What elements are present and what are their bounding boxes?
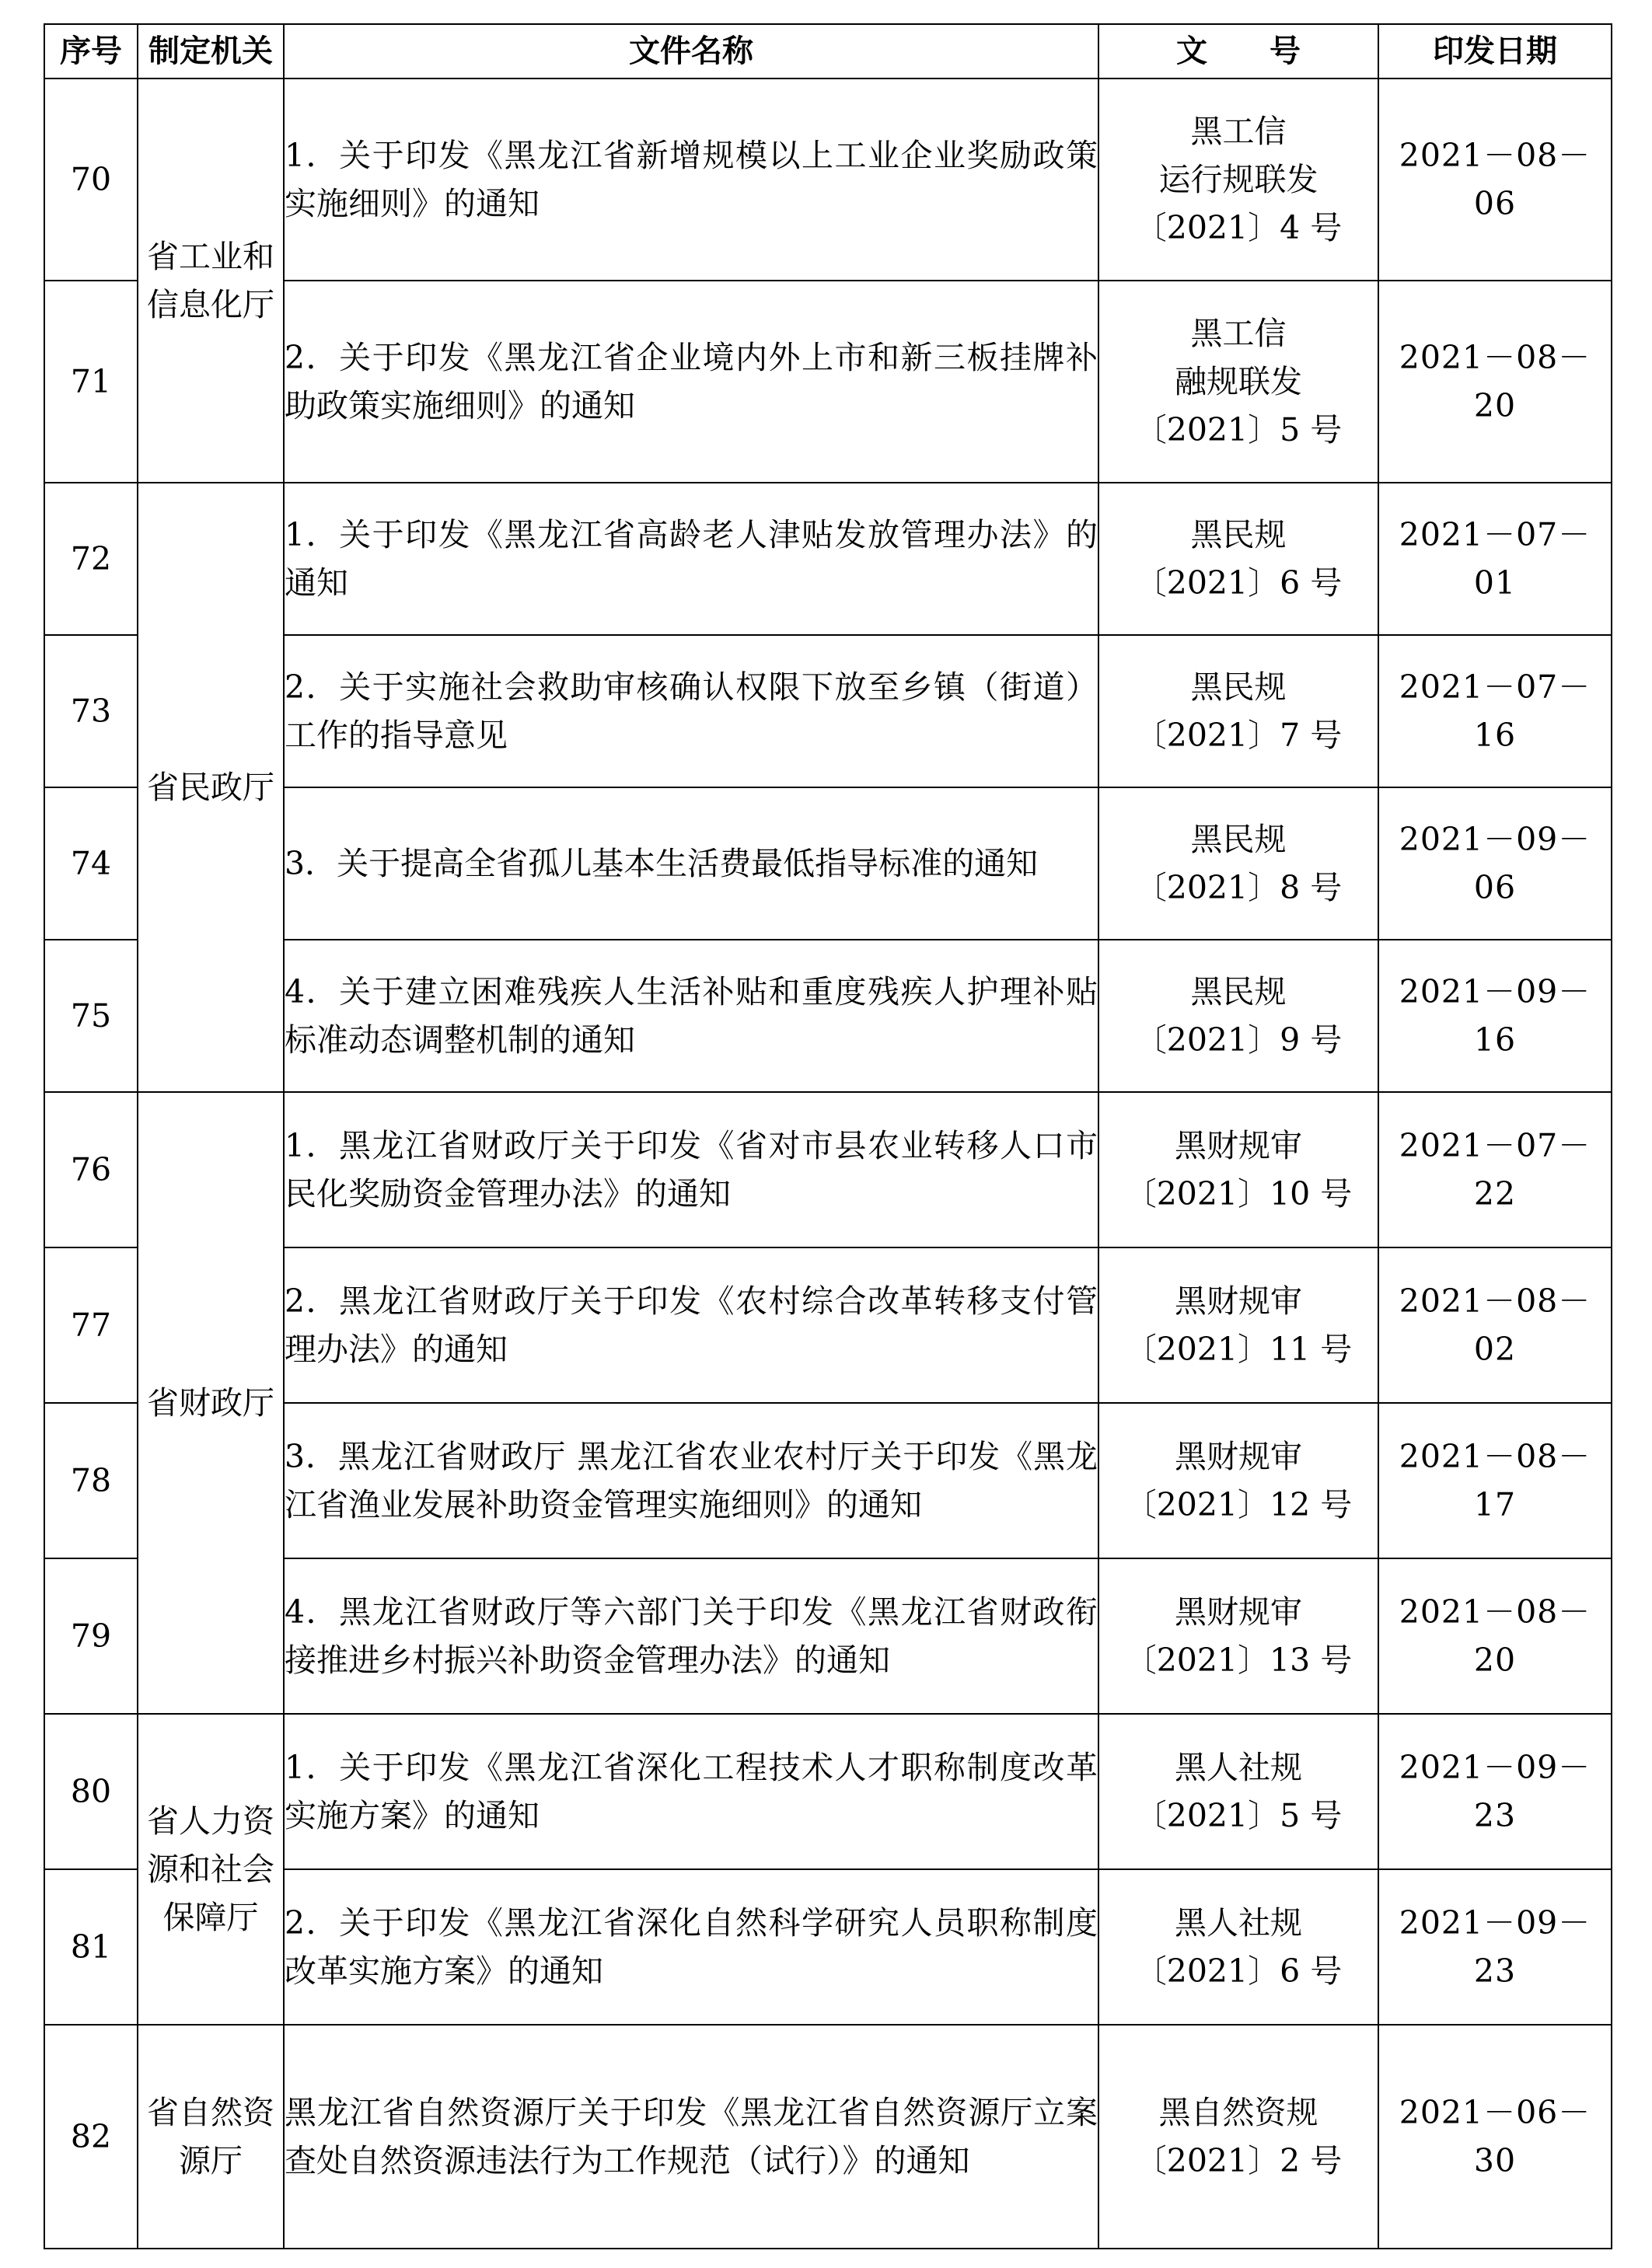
docno-line: 黑工信 (1190, 315, 1287, 352)
row-seq: 80 (44, 1714, 138, 1869)
row-docno (1098, 79, 1378, 281)
row-title: 2．关于印发《黑龙江省企业境内外上市和新三板挂牌补助政策实施细则》的通知 (284, 281, 1098, 483)
table-row (44, 1714, 1612, 1869)
row-seq: 79 (44, 1558, 138, 1714)
docno-line: 黑人社规 (1175, 1749, 1302, 1786)
row-docno (1098, 2025, 1378, 2249)
agency-cell: 省财政厅 (138, 1092, 284, 1714)
row-title: 2．黑龙江省财政厅关于印发《农村综合改革转移支付管理办法》的通知 (284, 1247, 1098, 1403)
docno-line: 〔2021〕2 号 (1134, 2142, 1343, 2179)
docno-line: 黑民规 (1190, 973, 1287, 1010)
row-title: 黑龙江省自然资源厅关于印发《黑龙江省自然资源厅立案查处自然资源违法行为工作规范（试行）》的通知 (284, 2025, 1098, 2249)
row-title: 1．关于印发《黑龙江省深化工程技术人才职称制度改革实施方案》的通知 (284, 1714, 1098, 1869)
row-seq: 73 (44, 635, 138, 787)
row-docno (1098, 635, 1378, 787)
row-date: 2021－07－01 (1378, 483, 1612, 635)
row-seq: 70 (44, 79, 138, 281)
row-seq: 71 (44, 281, 138, 483)
row-docno (1098, 1403, 1378, 1558)
row-date: 2021－08－17 (1378, 1403, 1612, 1558)
docno-line: 黑民规 (1190, 821, 1287, 858)
table-row (44, 1092, 1612, 1247)
docno-line: 黑财规审 (1175, 1438, 1302, 1475)
header-title: 文件名称 (284, 24, 1098, 79)
docno-line: 〔2021〕6 号 (1134, 564, 1343, 602)
row-date: 2021－07－16 (1378, 635, 1612, 787)
docno-line: 〔2021〕8 号 (1134, 869, 1343, 906)
row-date: 2021－06－30 (1378, 2025, 1612, 2249)
docno-line: 〔2021〕11 号 (1124, 1331, 1353, 1368)
row-docno (1098, 1869, 1378, 2025)
row-docno (1098, 1247, 1378, 1403)
row-docno (1098, 281, 1378, 483)
row-seq: 81 (44, 1869, 138, 2025)
table-row (44, 483, 1612, 635)
row-title: 4．关于建立困难残疾人生活补贴和重度残疾人护理补贴标准动态调整机制的通知 (284, 940, 1098, 1092)
row-docno (1098, 483, 1378, 635)
row-seq: 74 (44, 787, 138, 940)
docno-line: 黑财规审 (1175, 1127, 1302, 1164)
row-seq: 82 (44, 2025, 138, 2249)
row-date: 2021－09－06 (1378, 787, 1612, 940)
row-title: 3．黑龙江省财政厅 黑龙江省农业农村厅关于印发《黑龙江省渔业发展补助资金管理实施细则》的通知 (284, 1403, 1098, 1558)
docno-line: 〔2021〕5 号 (1134, 1797, 1343, 1834)
table-row (44, 79, 1612, 281)
agency-cell: 省自然资源厅 (138, 2025, 284, 2249)
header-docno: 文 号 (1098, 24, 1378, 79)
docno-line: 〔2021〕4 号 (1134, 209, 1343, 246)
docno-line: 〔2021〕12 号 (1124, 1486, 1353, 1523)
agency-cell: 省工业和信息化厅 (138, 79, 284, 483)
row-docno (1098, 787, 1378, 940)
agency-cell: 省人力资源和社会保障厅 (138, 1714, 284, 2025)
docno-line: 〔2021〕7 号 (1134, 717, 1343, 754)
table-row (44, 2025, 1612, 2249)
row-seq: 75 (44, 940, 138, 1092)
row-seq: 76 (44, 1092, 138, 1247)
row-date: 2021－08－20 (1378, 281, 1612, 483)
table-header-row (44, 24, 1612, 79)
row-docno (1098, 940, 1378, 1092)
docno-line: 黑财规审 (1175, 1282, 1302, 1320)
row-date: 2021－08－06 (1378, 79, 1612, 281)
agency-cell: 省民政厅 (138, 483, 284, 1092)
row-date: 2021－09－23 (1378, 1714, 1612, 1869)
docno-line: 〔2021〕10 号 (1124, 1175, 1353, 1213)
row-date: 2021－09－23 (1378, 1869, 1612, 2025)
row-title: 4．黑龙江省财政厅等六部门关于印发《黑龙江省财政衔接推进乡村振兴补助资金管理办法》的通知 (284, 1558, 1098, 1714)
row-title: 2．关于印发《黑龙江省深化自然科学研究人员职称制度改革实施方案》的通知 (284, 1869, 1098, 2025)
docno-line: 黑自然资规 (1158, 2094, 1318, 2131)
docno-line: 〔2021〕6 号 (1134, 1952, 1343, 1990)
docno-line: 黑财规审 (1175, 1593, 1302, 1631)
docno-line: 〔2021〕5 号 (1134, 411, 1343, 448)
docno-line: 运行规联发 (1158, 161, 1318, 198)
row-seq: 77 (44, 1247, 138, 1403)
row-title: 1．黑龙江省财政厅关于印发《省对市县农业转移人口市民化奖励资金管理办法》的通知 (284, 1092, 1098, 1247)
regulations-table (44, 23, 1612, 2249)
row-date: 2021－07－22 (1378, 1092, 1612, 1247)
row-date: 2021－08－02 (1378, 1247, 1612, 1403)
docno-line: 黑民规 (1190, 668, 1287, 706)
docno-line: 黑人社规 (1175, 1904, 1302, 1942)
docno-line: 融规联发 (1175, 363, 1302, 400)
docno-line: 〔2021〕13 号 (1124, 1642, 1353, 1679)
row-title: 1．关于印发《黑龙江省高龄老人津贴发放管理办法》的通知 (284, 483, 1098, 635)
header-seq: 序号 (44, 24, 138, 79)
docno-line: 黑工信 (1190, 113, 1287, 150)
row-seq: 78 (44, 1403, 138, 1558)
docno-line: 〔2021〕9 号 (1134, 1021, 1343, 1059)
row-date: 2021－09－16 (1378, 940, 1612, 1092)
header-agency: 制定机关 (138, 24, 284, 79)
row-docno (1098, 1558, 1378, 1714)
row-title: 3．关于提高全省孤儿基本生活费最低指导标准的通知 (284, 787, 1098, 940)
row-title: 2．关于实施社会救助审核确认权限下放至乡镇（街道）工作的指导意见 (284, 635, 1098, 787)
row-docno (1098, 1092, 1378, 1247)
header-date: 印发日期 (1378, 24, 1612, 79)
row-docno (1098, 1714, 1378, 1869)
row-seq: 72 (44, 483, 138, 635)
docno-line: 黑民规 (1190, 516, 1287, 553)
row-date: 2021－08－20 (1378, 1558, 1612, 1714)
row-title: 1．关于印发《黑龙江省新增规模以上工业企业奖励政策实施细则》的通知 (284, 79, 1098, 281)
